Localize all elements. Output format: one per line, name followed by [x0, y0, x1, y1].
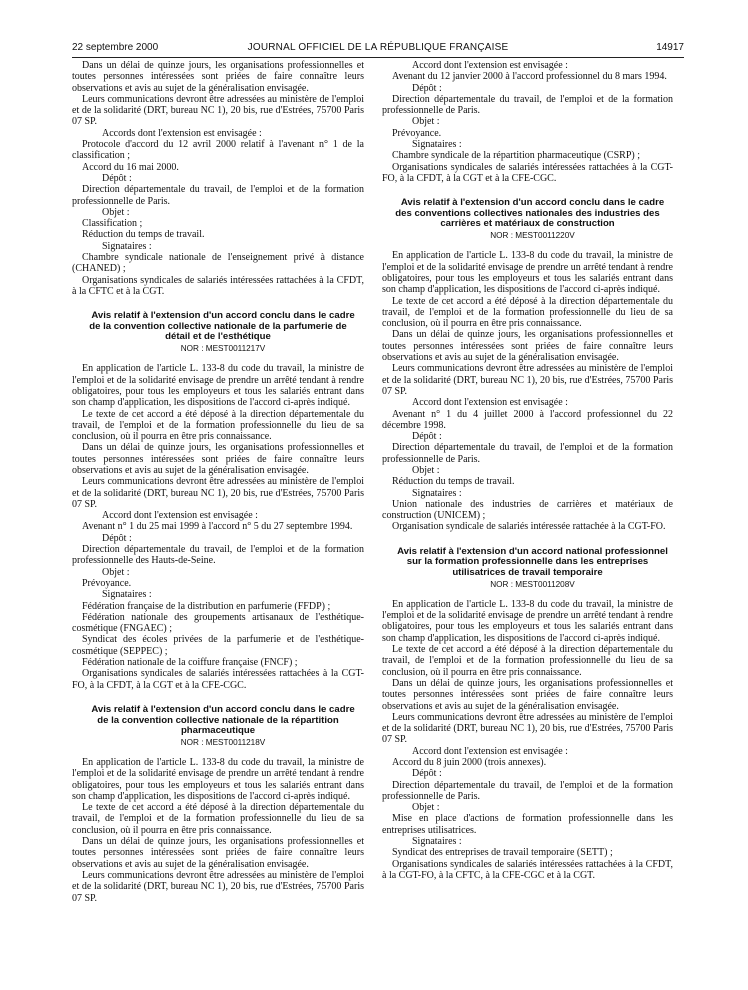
paragraph: Organisations syndicales de salariés intéressées rattachées à la CFDT, à la CFTC et à la CGT.: [72, 274, 364, 297]
nor-reference: NOR : MESТ0011217V: [180, 344, 266, 354]
nor-reference: NOR : MESТ0011208V: [490, 579, 575, 589]
paragraph: Leurs communications devront être adressées au ministère de l'emploi et de la solidarité (DRT, bureau NC 1), 20 bis, rue d'Estrées, 75700 Paris 07 SP.: [72, 93, 364, 128]
header-page-number: 14917: [656, 42, 684, 53]
paragraph: Fédération nationale des groupements artisanaux de l'esthétique-cosmétique (FNGAEC) ;: [72, 611, 364, 635]
paragraph: Leurs communications devront être adressées au ministère de l'emploi et de la solidarité (DRT, bureau NC 1), 20 bis, rue d'Estrées, 75700 Paris 07 SP.: [72, 476, 364, 510]
paragraph: Organisations syndicales de salariés intéressées rattachées à la CGT-FO, à la CFDT, à la CGT et à la CFE-CGC.: [72, 668, 364, 691]
paragraph: En application de l'article L. 133-8 du code du travail, la ministre de l'emploi et de la solidarité envisage de prendre un arrêté tendant à rendre obligatoires, pour tous les employeurs et tous les salariés entrant dans son champ d'application, les dispositions de l'accord ci-après indiqué.: [72, 757, 364, 802]
paragraph: Direction départementale du travail, de l'emploi et de la formation professionnelle de Paris.: [382, 442, 673, 465]
section-label: Objet :: [102, 206, 130, 218]
header-rule: [72, 57, 684, 58]
section-label: Objet :: [102, 566, 130, 578]
paragraph: Leurs communications devront être adressées au ministère de l'emploi et de la solidarité (DRT, bureau NC 1), 20 bis, rue d'Estrées, 75700 Paris 07 SP.: [72, 869, 364, 904]
paragraph: Direction départementale du travail, de l'emploi et de la formation professionnelle des Hauts-de-Seine.: [72, 544, 364, 567]
header-date: 22 septembre 2000: [72, 42, 159, 53]
paragraph: Avenant du 12 janvier 2000 à l'accord professionnel du 8 mars 1994.: [392, 71, 667, 83]
section-label: Signataires :: [412, 487, 462, 499]
paragraph: Protocole d'accord du 12 avril 2000 relatif à l'avenant n° 1 de la classification ;: [72, 139, 364, 162]
paragraph: Dans un délai de quinze jours, les organisations professionnelles et toutes personnes intéressées sont priées de faire connaître leurs observations et avis au sujet de la généralisation envisagée.: [382, 329, 673, 364]
paragraph: Fédération française de la distribution en parfumerie (FFDP) ;: [82, 600, 331, 612]
paragraph: Le texte de cet accord a été déposé à la direction départementale du travail, de l'emploi et de la formation professionnelle du lieu de sa conclusion, où il pourra en être pris connaissance.: [72, 408, 364, 443]
notice-title: Avis relatif à l'extension d'un accord conclu dans le cadre des conventions collectives nationales des industries des carrières et matériaux de construction: [395, 197, 665, 230]
section-label: Dépôt :: [102, 532, 132, 544]
paragraph: Le texte de cet accord a été déposé à la direction départementale du travail, de l'emploi et de la formation professionnelle du lieu de sa conclusion, où il pourra en être pris connaissance.: [72, 802, 364, 836]
left-column: [72, 60, 364, 904]
paragraph: Organisation syndicale de salariés intéressée rattachée à la CGT-FO.: [392, 521, 666, 533]
section-label: Objet :: [412, 802, 440, 814]
paragraph: Réduction du temps de travail.: [392, 476, 515, 488]
section-label: Dépôt :: [412, 768, 442, 780]
section-label: Objet :: [412, 464, 440, 476]
section-label: Accord dont l'extension est envisagée :: [412, 397, 568, 409]
paragraph: Le texte de cet accord a été déposé à la direction départementale du travail, de l'emploi et de la formation professionnelle du lieu de sa conclusion, où il pourra en être pris connaissance.: [382, 644, 673, 678]
paragraph: Direction départementale du travail, de l'emploi et de la formation professionnelle de Paris.: [382, 93, 673, 117]
paragraph: Avenant n° 1 du 4 juillet 2000 à l'accord professionnel du 22 décembre 1998.: [382, 408, 673, 431]
paragraph: Direction départementale du travail, de l'emploi et de la formation professionnelle de Paris.: [72, 184, 364, 207]
paragraph: Union nationale des industries de carrières et matériaux de construction (UNICEM) ;: [382, 498, 673, 522]
paragraph: En application de l'article L. 133-8 du code du travail, la ministre de l'emploi et de la solidarité envisage de prendre un arrêté tendant à rendre obligatoires, pour tous les employeurs et tous les salariés entrant dans son champ d'application, les dispositions de l'accord ci-après indiqué.: [382, 598, 673, 644]
paragraph: Le texte de cet accord a été déposé à la direction départementale du travail, de l'emploi et de la formation professionnelle du lieu de sa conclusion, où il pourra en être pris connaissance.: [382, 295, 673, 330]
paragraph: Organisations syndicales de salariés intéressées rattachées à la CFDT, à la CGT-FO, à la CFTC, à la CFE-CGC et à la CGT.: [382, 858, 673, 881]
nor-reference: NOR : MESТ0011218V: [180, 737, 266, 747]
paragraph: Accord du 8 juin 2000 (trois annexes).: [392, 757, 547, 768]
paragraph: Fédération nationale de la coiffure française (FNCF) ;: [82, 657, 298, 669]
section-label: Objet :: [412, 116, 440, 128]
paragraph: Syndicat des écoles privées de la parfumerie et de l'esthétique-cosmétique (SEPPEC) ;: [72, 634, 364, 657]
section-label: Signataires :: [412, 139, 462, 151]
paragraph: Dans un délai de quinze jours, les organisations professionnelles et toutes personnes intéressées sont priées de faire connaître leurs observations et avis au sujet de la généralisation envisagée.: [382, 677, 673, 712]
paragraph: Prévoyance.: [392, 127, 442, 139]
page-header: [72, 42, 684, 56]
paragraph: Dans un délai de quinze jours, les organisations professionnelles et toutes personnes intéressées sont priées de faire connaître leurs observations et avis au sujet de la généralisation envisagée.: [72, 836, 364, 870]
paragraph: Classification ;: [82, 218, 143, 230]
section-label: Dépôt :: [412, 82, 442, 94]
paragraph: Chambre syndicale nationale de l'enseignement privé à distance (CHANED) ;: [72, 252, 364, 275]
section-label: Dépôt :: [102, 172, 132, 184]
paragraph: En application de l'article L. 133-8 du code du travail, la ministre de l'emploi et de la solidarité envisage de prendre un arrêté tendant à rendre obligatoires, pour tous les employeurs et tous les salariés entrant dans son champ d'application, les dispositions de l'accord ci-après indiqué.: [72, 363, 364, 409]
section-label: Accord dont l'extension est envisagée :: [412, 60, 568, 71]
notice-title: Avis relatif à l'extension d'un accord conclu dans le cadre de la convention collective nationale de la parfumerie de détail et de l'esthétique: [89, 310, 355, 343]
section-label: Signataires :: [102, 240, 152, 252]
paragraph: Avenant n° 1 du 25 mai 1999 à l'accord n° 5 du 27 septembre 1994.: [82, 521, 353, 533]
section-label: Accord dont l'extension est envisagée :: [102, 510, 258, 522]
section-label: Signataires :: [102, 589, 152, 601]
paragraph: Dans un délai de quinze jours, les organisations professionnelles et toutes personnes intéressées sont priées de faire connaître leurs observations et avis au sujet de la généralisation envisagée.: [72, 60, 364, 94]
paragraph: Prévoyance.: [82, 577, 132, 589]
paragraph: Direction départementale du travail, de l'emploi et de la formation professionnelle de Paris.: [382, 779, 673, 802]
paragraph: Organisations syndicales de salariés intéressées rattachées à la CGT-FO, à la CFDT, à la CGT et à la CFE-CGC.: [382, 161, 673, 184]
section-label: Signataires :: [412, 836, 462, 848]
nor-reference: NOR : MESТ0011220V: [490, 231, 575, 241]
section-label: Dépôt :: [412, 431, 442, 443]
paragraph: Syndicat des entreprises de travail temporaire (SETT) ;: [392, 847, 613, 859]
paragraph: Leurs communications devront être adressées au ministère de l'emploi et de la solidarité (DRT, bureau NC 1), 20 bis, rue d'Estrées, 75700 Paris 07 SP.: [382, 363, 673, 397]
header-journal-title: JOURNAL OFFICIEL DE LA RÉPUBLIQUE FRANÇAISE: [247, 42, 509, 53]
section-label: Accord dont l'extension est envisagée :: [412, 745, 568, 757]
section-label: Accords dont l'extension est envisagée :: [102, 127, 262, 139]
paragraph: Réduction du temps de travail.: [82, 229, 205, 241]
paragraph: Dans un délai de quinze jours, les organisations professionnelles et toutes personnes intéressées sont priées de faire connaître leurs observations et avis au sujet de la généralisation envisagée.: [72, 442, 364, 476]
notice-title: Avis relatif à l'extension d'un accord conclu dans le cadre de la convention collective nationale de la répartition pharmaceutique: [91, 703, 355, 737]
paragraph: Chambre syndicale de la répartition pharmaceutique (CSRP) ;: [392, 150, 640, 162]
paragraph: En application de l'article L. 133-8 du code du travail, la ministre de l'emploi et de la solidarité envisage de prendre un arrêté tendant à rendre obligatoires, pour tous les employeurs et tous les salariés entrant dans son champ d'application, les dispositions de l'accord ci-après indiqué.: [382, 250, 673, 296]
right-column: [382, 60, 673, 881]
notice-title: Avis relatif à l'extension d'un accord national professionnel sur la formation professionnelle dans les entreprises utilisatrices de travail temporaire: [397, 545, 668, 578]
paragraph: Mise en place d'actions de formation professionnelle dans les entreprises utilisatrices.: [382, 813, 673, 836]
paragraph: Accord du 16 mai 2000.: [82, 161, 179, 173]
paragraph: Leurs communications devront être adressées au ministère de l'emploi et de la solidarité (DRT, bureau NC 1), 20 bis, rue d'Estrées, 75700 Paris 07 SP.: [382, 711, 673, 746]
